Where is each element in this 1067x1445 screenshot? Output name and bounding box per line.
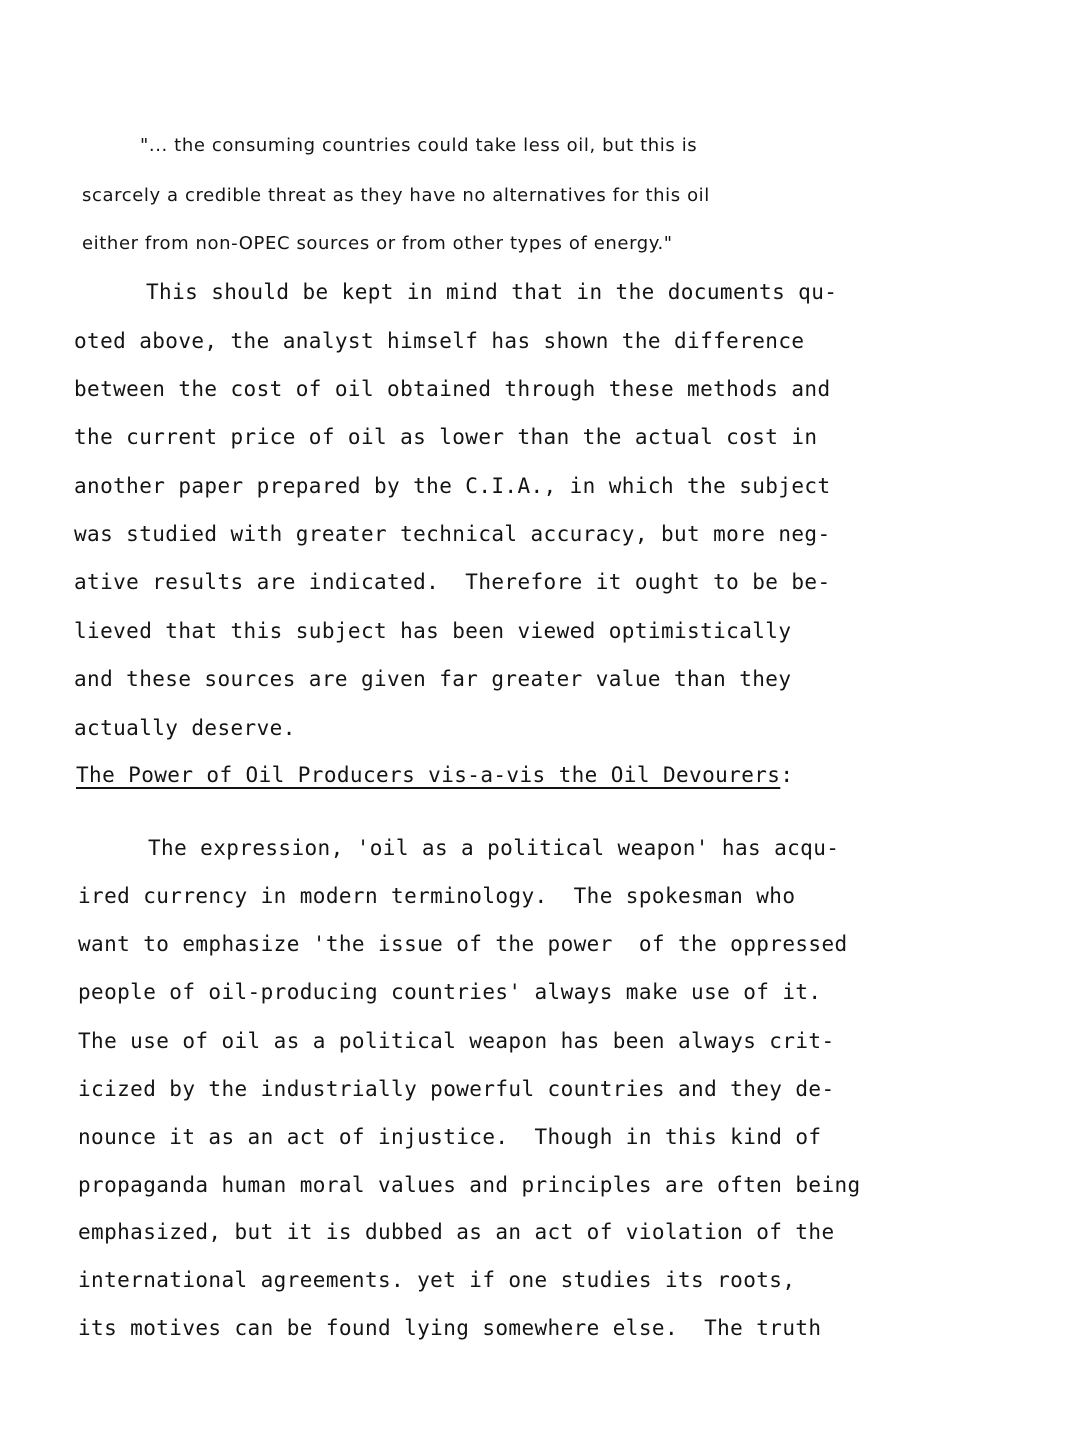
paragraph-1-line-9: and these sources are given far greater value than they (74, 667, 792, 691)
paragraph-1-line-6: was studied with greater technical accuracy, but more neg- (74, 522, 831, 546)
paragraph-2-line-4: people of oil-producing countries' always make use of it. (78, 980, 822, 1004)
paragraph-1-line-10: actually deserve. (74, 716, 296, 740)
section-heading-text: The Power of Oil Producers vis-a-vis the Oil Devourers (76, 763, 781, 787)
paragraph-1-line-8: lieved that this subject has been viewed optimistically (74, 619, 792, 643)
paragraph-1-line-3: between the cost of oil obtained through these methods and (74, 377, 831, 401)
paragraph-2-line-1: The expression, 'oil as a political weapon' has acqu- (148, 836, 840, 860)
paragraph-2-line-7: nounce it as an act of injustice. Though in this kind of (78, 1125, 822, 1149)
section-heading-colon: : (780, 763, 794, 787)
paragraph-2-line-2: ired currency in modern terminology. The spokesman who (78, 884, 796, 908)
quote-line-2: scarcely a credible threat as they have no alternatives for this oil (82, 185, 710, 206)
paragraph-2-line-5: The use of oil as a political weapon has been always crit- (78, 1029, 835, 1053)
paragraph-2-line-9: emphasized, but it is dubbed as an act of violation of the (78, 1220, 835, 1244)
paragraph-2-line-6: icized by the industrially powerful countries and they de- (78, 1077, 835, 1101)
quote-line-1: "... the consuming countries could take less oil, but this is (140, 135, 698, 156)
paragraph-1-line-4: the current price of oil as lower than the actual cost in (74, 425, 818, 449)
quote-line-3: either from non-OPEC sources or from other types of energy." (82, 233, 673, 254)
paragraph-2-line-3: want to emphasize 'the issue of the power of the oppressed (78, 932, 848, 956)
paragraph-2-line-10: international agreements. yet if one studies its roots, (78, 1268, 796, 1292)
section-heading (76, 762, 793, 788)
paragraph-2-line-8: propaganda human moral values and principles are often being (78, 1173, 861, 1197)
paragraph-1-line-7: ative results are indicated. Therefore it ought to be be- (74, 570, 831, 594)
paragraph-1-line-1: This should be kept in mind that in the documents qu- (146, 280, 838, 304)
paragraph-2-line-11: its motives can be found lying somewhere else. The truth (78, 1316, 822, 1340)
paragraph-1-line-2: oted above, the analyst himself has shown the difference (74, 329, 805, 353)
paragraph-1-line-5: another paper prepared by the C.I.A., in which the subject (74, 474, 831, 498)
